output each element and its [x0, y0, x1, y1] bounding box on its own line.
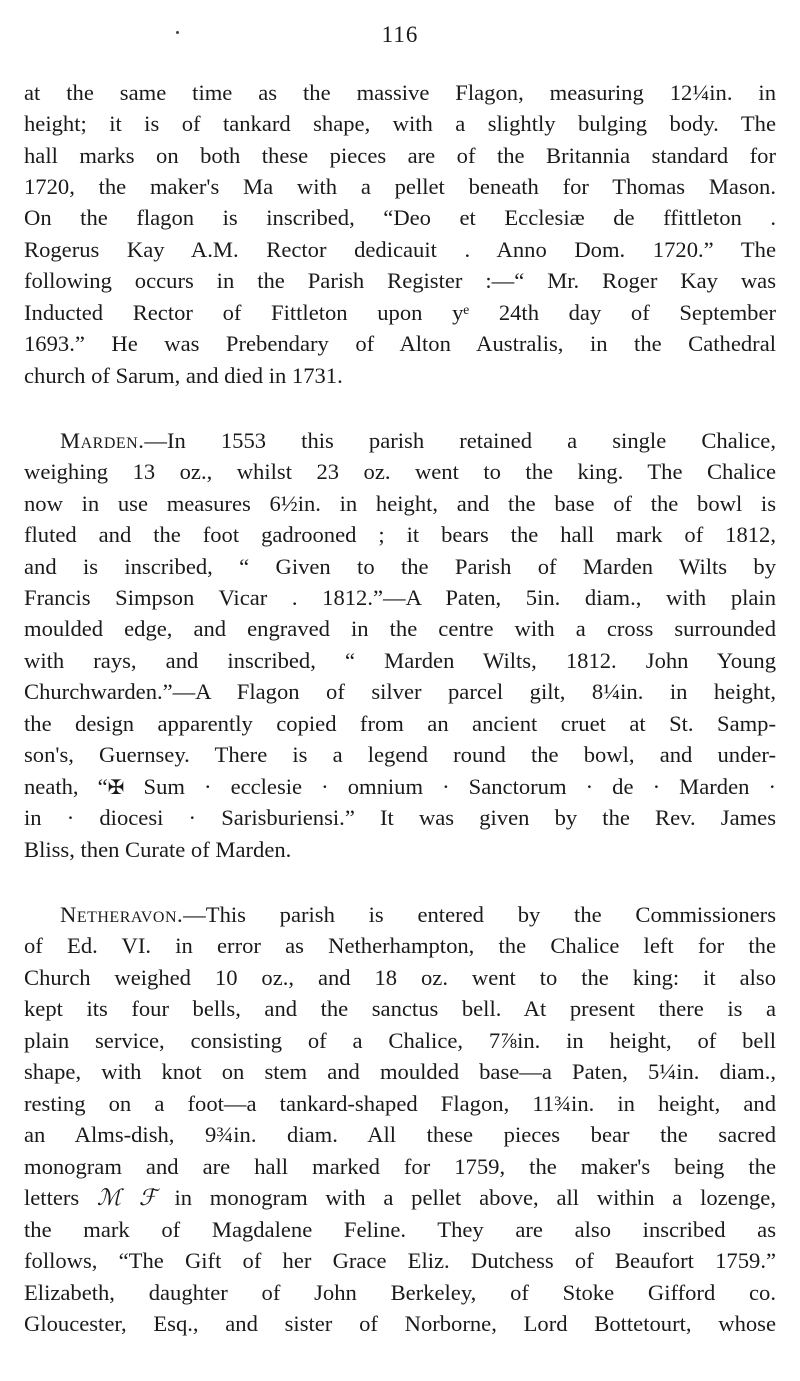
text-fragment: neath, “ [24, 774, 108, 799]
text-line: the mark of Magdalene Feline. They are also inscribed as [24, 1217, 776, 1242]
text-line: Rogerus Kay A.M. Rector dedicauit . Anno Dom. 1720.” The [24, 237, 776, 262]
text-line: and is inscribed, “ Given to the Parish of Marden Wilts by [24, 554, 776, 579]
text-fragment: letters [24, 1185, 80, 1210]
cross-pattee-icon: ✠ [107, 777, 125, 799]
text-line: plain service, consisting of a Chalice, 7⅞in. in height, of bell [24, 1028, 776, 1053]
text-line: 1693.” He was Prebendary of Alton Australis, in the Cathedral [24, 331, 776, 356]
text-line: with rays, and inscribed, “ Marden Wilts, 1812. John Young [24, 648, 776, 673]
stray-mark [176, 31, 179, 34]
page-number: 116 [381, 22, 419, 47]
text-line: weighing 13 oz., whilst 23 oz. went to the king. The Chalice [24, 459, 776, 484]
marden-first-line [24, 425, 776, 456]
text-line: —In 1553 this parish retained a single Chalice, [144, 428, 776, 453]
text-fragment: Sum · ecclesie · omnium · Sanctorum · de · Marden · [143, 774, 776, 799]
text-line: —This parish is entered by the Commissioners [183, 902, 776, 927]
text-line: Gloucester, Esq., and sister of Norborne, Lord Bottetourt, whose [24, 1311, 776, 1336]
text-line: height; it is of tankard shape, with a slightly bulging body. The [24, 111, 776, 136]
text-line: of Ed. VI. in error as Netherhampton, the Chalice left for the [24, 933, 776, 958]
text-line: moulded edge, and engraved in the centre with a cross surrounded [24, 616, 776, 641]
text-line: fluted and the foot gadrooned ; it bears the hall mark of 1812, [24, 522, 776, 547]
marden-heading: Marden. [60, 428, 145, 453]
text-line: 1720, the maker's Ma with a pellet beneath for Thomas Mason. [24, 174, 776, 199]
text-line: following occurs in the Parish Register :—“ Mr. Roger Kay was [24, 268, 776, 293]
text-fragment: in monogram with a pellet above, all within a lozenge, [174, 1185, 776, 1210]
text-line: Inducted Rector of Fittleton upon yᵉ 24th day of September [24, 300, 776, 325]
text-line: shape, with knot on stem and moulded base—a Paten, 5¼in. diam., [24, 1059, 776, 1084]
maker-monogram: ℳ ℱ [96, 1185, 157, 1210]
text-line: the design apparently copied from an ancient cruet at St. Samp- [24, 711, 776, 736]
text-line: son's, Guernsey. There is a legend round the bowl, and under- [24, 742, 776, 767]
text-line: Bliss, then Curate of Marden. [24, 837, 292, 862]
text-line: follows, “The Gift of her Grace Eliz. Dutchess of Beaufort 1759.” [24, 1248, 776, 1273]
netheravon-heading: Netheravon. [60, 902, 184, 927]
text-line: now in use measures 6½in. in height, and the base of the bowl is [24, 491, 776, 516]
legend-line [24, 771, 776, 802]
text-line: Churchwarden.”—A Flagon of silver parcel gilt, 8¼in. in height, [24, 679, 776, 704]
text-line: monogram and are hall marked for 1759, the maker's being the [24, 1154, 776, 1179]
text-line: at the same time as the massive Flagon, measuring 12¼in. in [24, 80, 776, 105]
text-line: in · diocesi · Sarisburiensi.” It was given by the Rev. James [24, 805, 776, 830]
text-line: resting on a foot—a tankard-shaped Flagon, 11¾in. in height, and [24, 1091, 776, 1116]
netheravon-first-line [24, 899, 776, 930]
text-line: On the flagon is inscribed, “Deo et Ecclesiæ de ffittleton . [24, 205, 776, 230]
text-line: kept its four bells, and the sanctus bell. At present there is a [24, 996, 776, 1021]
text-line: church of Sarum, and died in 1731. [24, 363, 343, 388]
text-line: Elizabeth, daughter of John Berkeley, of Stoke Gifford co. [24, 1280, 776, 1305]
text-line: Francis Simpson Vicar . 1812.”—A Paten, 5in. diam., with plain [24, 585, 776, 610]
text-line: an Alms-dish, 9¾in. diam. All these pieces bear the sacred [24, 1122, 776, 1147]
text-line: hall marks on both these pieces are of the Britannia standard for [24, 143, 776, 168]
monogram-line [24, 1182, 776, 1213]
text-line: Church weighed 10 oz., and 18 oz. went to the king: it also [24, 965, 776, 990]
